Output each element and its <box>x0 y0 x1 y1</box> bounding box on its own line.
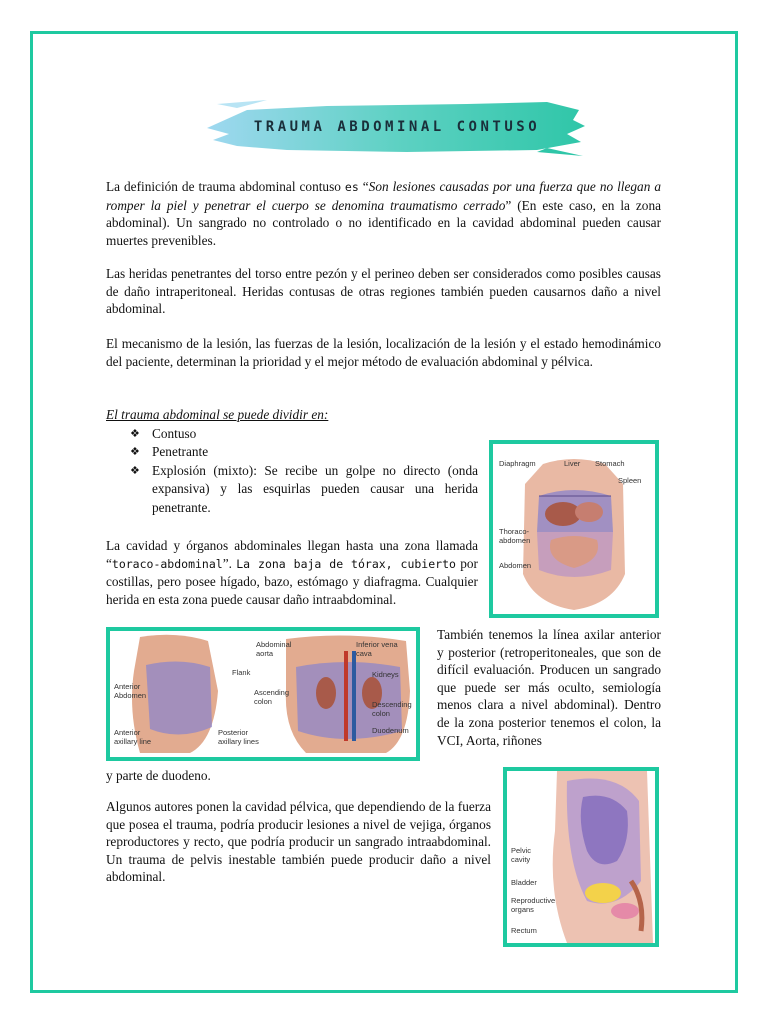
list-item: ❖ Contuso <box>130 425 478 443</box>
label-diaphragm: Diaphragm <box>499 459 536 468</box>
paragraph-axillary: También tenemos la línea axilar anterior y posterior (retroperitoneales, que son de difícil evaluación. Producen un sangrado que puede ser más oculto, semiología menos clara a nivel abdominal). Dentro de la zona posterior tenemos el colon, la VCI, Aorta, riñones <box>437 627 661 748</box>
label-rectum: Rectum <box>511 926 537 935</box>
label-anterior-axillary-line: Anterior axillary line <box>114 728 152 746</box>
label-stomach: Stomach <box>595 459 625 468</box>
paragraph-pelvic: Algunos autores ponen la cavidad pélvica, que dependiendo de la fuerza que posea el trauma, podría producir lesiones a nivel de vejiga, órganos reproductores y recto, que podría producir un sangrado intraabdominal. Un trauma de pelvis inestable también puede producir daño a nivel abdominal. <box>106 799 491 885</box>
label-posterior-axillary-lines: Posterior axillary lines <box>218 728 259 746</box>
label-pelvic-cavity: Pelvic cavity <box>511 846 532 864</box>
paragraph-mechanism: El mecanismo de la lesión, las fuerzas de la lesión, localización de la lesión y el estado hemodinámico del paciente, determinan la prioridad y el mejor método de evaluación abdominal y pélvica. <box>106 336 661 369</box>
figure-axillary-lines <box>106 627 420 761</box>
list-item: ❖ Penetrante <box>130 443 478 461</box>
figure-pelvic-cavity <box>503 767 659 947</box>
paragraph-axillary-end: y parte de duodeno. <box>106 768 211 783</box>
list-item: ❖ Explosión (mixto): Se recibe un golpe no directo (onda expansiva) y las esquirlas pueden causar una herida penetrante. <box>130 462 478 517</box>
label-abdominal-aorta: Abdominal aorta <box>256 640 292 658</box>
label-thoraco-abdomen: Thoraco- abdomen <box>499 527 531 545</box>
label-anterior-abdomen: Anterior Abdomen <box>114 682 147 700</box>
trauma-type-list <box>130 425 478 517</box>
title-banner <box>207 96 587 158</box>
paragraph-toraco-abdominal: La cavidad y órganos abdominales llegan hasta una zona llamada “toraco-abdominal”. La zona baja de tórax, cubierto por costillas, pero posee hígado, bazo, estómago y diafragma. Cualquier herida en esta zona puede causar daño intraabdominal. <box>106 538 478 607</box>
label-duodenum: Duodenum <box>372 726 409 735</box>
label-abdomen: Abdomen <box>499 561 532 570</box>
label-spleen: Spleen <box>618 476 642 485</box>
label-reproductive-organs: Reproductive organs <box>511 896 556 914</box>
page-title: TRAUMA ABDOMINAL CONTUSO <box>253 119 541 135</box>
figure-thoraco-abdomen <box>489 440 659 618</box>
label-liver: Liver <box>564 459 581 468</box>
paragraph-penetrating: Las heridas penetrantes del torso entre pezón y el perineo deben ser considerados como posibles causas de daño intraperitoneal. Heridas contusas de otras regiones también pueden causarnos daño a nivel abdominal. <box>106 266 661 317</box>
list-heading: El trauma abdominal se puede dividir en: <box>106 407 329 422</box>
label-inferior-vena-cava: Inferior vena cava <box>356 640 398 658</box>
paragraph-definition: La definición de trauma abdominal contuso es “Son lesiones causadas por una fuerza que no llegan a romper la piel y penetrar el cuerpo se denomina traumatismo cerrado” (En este caso, en la zona abdominal). Un sangrado no controlado o no identificado en la cavidad abdominal pueden causar muertes prevenibles. <box>106 179 661 248</box>
label-ascending-colon: Ascending colon <box>254 688 290 706</box>
label-kidneys: Kidneys <box>372 670 399 679</box>
label-flank: Flank <box>232 668 251 677</box>
label-bladder: Bladder <box>511 878 537 887</box>
label-descending-colon: Descending colon <box>372 700 412 718</box>
